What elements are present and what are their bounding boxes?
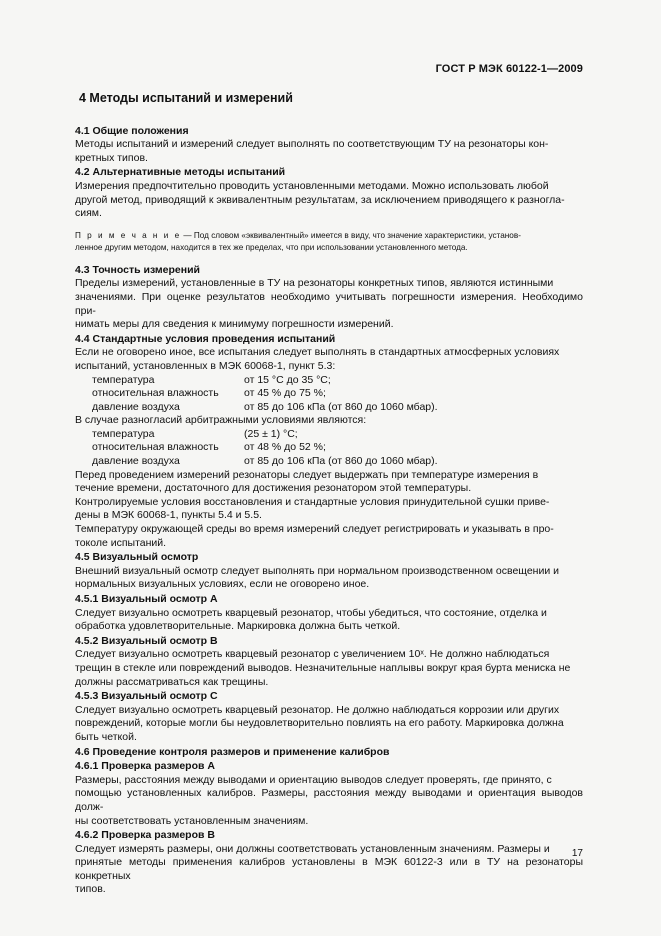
text-line: Следует визуально осмотреть кварцевый резонатор, чтобы убедиться, что состояние, отделка и bbox=[75, 606, 547, 619]
condition-value: от 15 °С до 35 °С; bbox=[244, 373, 331, 386]
text-line: обработка удовлетворительные. Маркировка должна быть четкой. bbox=[75, 620, 401, 633]
text-line: кретных типов. bbox=[75, 151, 148, 164]
text-line: быть четкой. bbox=[75, 730, 137, 743]
heading-4-6: 4.6 Проведение контроля размеров и применение калибров bbox=[75, 745, 390, 758]
paragraph-4-3 bbox=[75, 277, 583, 331]
paragraph-4-6-1 bbox=[75, 774, 583, 828]
heading-4-3: 4.3 Точность измерений bbox=[75, 263, 201, 276]
standard-conditions-table bbox=[92, 374, 583, 415]
condition-value: от 85 до 106 кПа (от 860 до 1060 мбар). bbox=[244, 455, 438, 468]
document-header: ГОСТ Р МЭК 60122-1—2009 bbox=[435, 63, 583, 75]
note-label: П р и м е ч а н и е bbox=[75, 230, 182, 240]
heading-4-6-1: 4.6.1 Проверка размеров А bbox=[75, 760, 215, 773]
condition-row bbox=[92, 455, 583, 469]
text-line: токоле испытаний. bbox=[75, 536, 167, 549]
text-line: ны соответствовать установленным значениям. bbox=[75, 814, 309, 827]
condition-value: (25 ± 1) °С; bbox=[244, 427, 298, 440]
text-line: другой метод, приводящий к эквивалентным результатам, за исключением приводящего к разногла- bbox=[75, 193, 565, 206]
paragraph-4-4-2 bbox=[75, 469, 583, 496]
paragraph-4-5-1 bbox=[75, 607, 583, 634]
heading-4-6-2: 4.6.2 Проверка размеров В bbox=[75, 829, 215, 842]
text-line: нормальных визуальных условиях, если не оговорено иное. bbox=[75, 578, 370, 591]
heading-4-4: 4.4 Стандартные условия проведения испытаний bbox=[75, 332, 336, 345]
text-line: Температуру окружающей среды во время измерений следует регистрировать и указывать в про- bbox=[75, 523, 554, 536]
text-line: Пределы измерений, установленные в ТУ на резонаторы конкретных типов, являются истинными bbox=[75, 277, 554, 290]
paragraph-4-1 bbox=[75, 138, 583, 165]
heading-4-5: 4.5 Визуальный осмотр bbox=[75, 551, 199, 564]
condition-row bbox=[92, 374, 583, 388]
condition-value: от 85 до 106 кПа (от 860 до 1060 мбар). bbox=[244, 400, 438, 413]
heading-4-5-3: 4.5.3 Визуальный осмотр С bbox=[75, 690, 218, 703]
paragraph-4-4-4 bbox=[75, 523, 583, 550]
condition-name: давление воздуха bbox=[92, 400, 180, 413]
text-line: дены в МЭК 60068-1, пункты 5.4 и 5.5. bbox=[75, 509, 262, 522]
paragraph-4-5-2 bbox=[75, 648, 583, 689]
text-line: Следует визуально осмотреть кварцевый резонатор с увеличением 10ˣ. Не должно наблюдаться bbox=[75, 648, 550, 661]
heading-4-5-1: 4.5.1 Визуальный осмотр А bbox=[75, 593, 218, 605]
heading-4-2: 4.2 Альтернативные методы испытаний bbox=[75, 166, 286, 179]
condition-value: от 45 % до 75 %; bbox=[244, 387, 326, 400]
text-line: сиям. bbox=[75, 207, 102, 220]
text-line: Перед проведением измерений резонаторы следует выдержать при температуре измерения в bbox=[75, 468, 539, 481]
paragraph-4-2 bbox=[75, 180, 583, 221]
document-body bbox=[75, 92, 583, 897]
paragraph-4-6-2 bbox=[75, 843, 583, 897]
text-line: трещин в стекле или повреждений выводов. Незначительные наплывы вокруг края бурта мениска не bbox=[75, 661, 571, 674]
text-line: Если не оговорено иное, все испытания следует выполнять в стандартных атмосферных условиях bbox=[75, 346, 560, 359]
condition-row bbox=[92, 441, 583, 455]
paragraph-4-4-3 bbox=[75, 496, 583, 523]
condition-value: от 48 % до 52 %; bbox=[244, 441, 326, 454]
condition-name: температура bbox=[92, 427, 155, 440]
text-line: Методы испытаний и измерений следует выполнять по соответствующим ТУ на резонаторы кон- bbox=[75, 138, 549, 151]
text-line: Размеры, расстояния между выводами и ориентацию выводов следует проверять, где принято, с bbox=[75, 773, 552, 786]
text-line: Следует визуально осмотреть кварцевый резонатор. Не должно наблюдаться коррозии или других bbox=[75, 703, 560, 716]
text-line: течение времени, достаточного для достижения резонатором этой температуры. bbox=[75, 482, 472, 495]
paragraph-4-5-3 bbox=[75, 704, 583, 745]
note-4-2 bbox=[75, 230, 583, 254]
heading-4-1: 4.1 Общие положения bbox=[75, 124, 189, 137]
note-text: ленное другим методом, находится в тех же пределах, что при использовании установленного метода. bbox=[75, 242, 468, 252]
note-text: — Под словом «эквивалентный» имеется в виду, что значение характеристики, установ- bbox=[181, 230, 521, 240]
text-line: Измерения предпочтительно проводить установленными методами. Можно использовать любой bbox=[75, 179, 549, 192]
text-line: Внешний визуальный осмотр следует выполнять при нормальном производственном освещении и bbox=[75, 564, 559, 577]
text-line: Следует измерять размеры, они должны соответствовать установленным значениям. Размеры и bbox=[75, 842, 550, 855]
condition-row bbox=[92, 401, 583, 415]
condition-name: относительная влажность bbox=[92, 387, 219, 400]
text-line: испытаний, установленных в МЭК 60068-1, пункт 5.3: bbox=[75, 359, 336, 372]
section-title: 4 Методы испытаний и измерений bbox=[79, 91, 293, 105]
text-line: принятые методы применения калибров установлены в МЭК 60122-3 или в ТУ на резонаторы конкретных bbox=[75, 856, 583, 882]
text-line: помощью установленных калибров. Размеры, расстояния между выводами и ориентация выводов долж- bbox=[75, 787, 583, 813]
condition-row bbox=[92, 428, 583, 442]
text-line: значениями. При оценке результатов необходимо учитывать погрешности измерения. Необходимо при- bbox=[75, 290, 583, 317]
condition-row bbox=[92, 387, 583, 401]
condition-name: температура bbox=[92, 373, 155, 386]
paragraph-4-4 bbox=[75, 346, 583, 373]
heading-4-5-2: 4.5.2 Визуальный осмотр В bbox=[75, 634, 218, 647]
arbitration-intro: В случае разногласий арбитражными условиями являются: bbox=[75, 414, 367, 427]
page-number: 17 bbox=[571, 848, 583, 859]
text-line: должны рассматриваться как трещины. bbox=[75, 675, 269, 688]
paragraph-4-5 bbox=[75, 565, 583, 592]
text-line: повреждений, которые могли бы неудовлетворительно повлиять на его работу. Маркировка должна bbox=[75, 717, 564, 730]
arbitration-conditions-table bbox=[92, 428, 583, 469]
text-line: типов. bbox=[75, 883, 106, 896]
condition-name: относительная влажность bbox=[92, 441, 219, 454]
condition-name: давление воздуха bbox=[92, 455, 180, 468]
text-line: нимать меры для сведения к минимуму погрешности измерений. bbox=[75, 318, 394, 331]
text-line: Контролируемые условия восстановления и стандартные условия принудительной сушки приве- bbox=[75, 495, 550, 508]
